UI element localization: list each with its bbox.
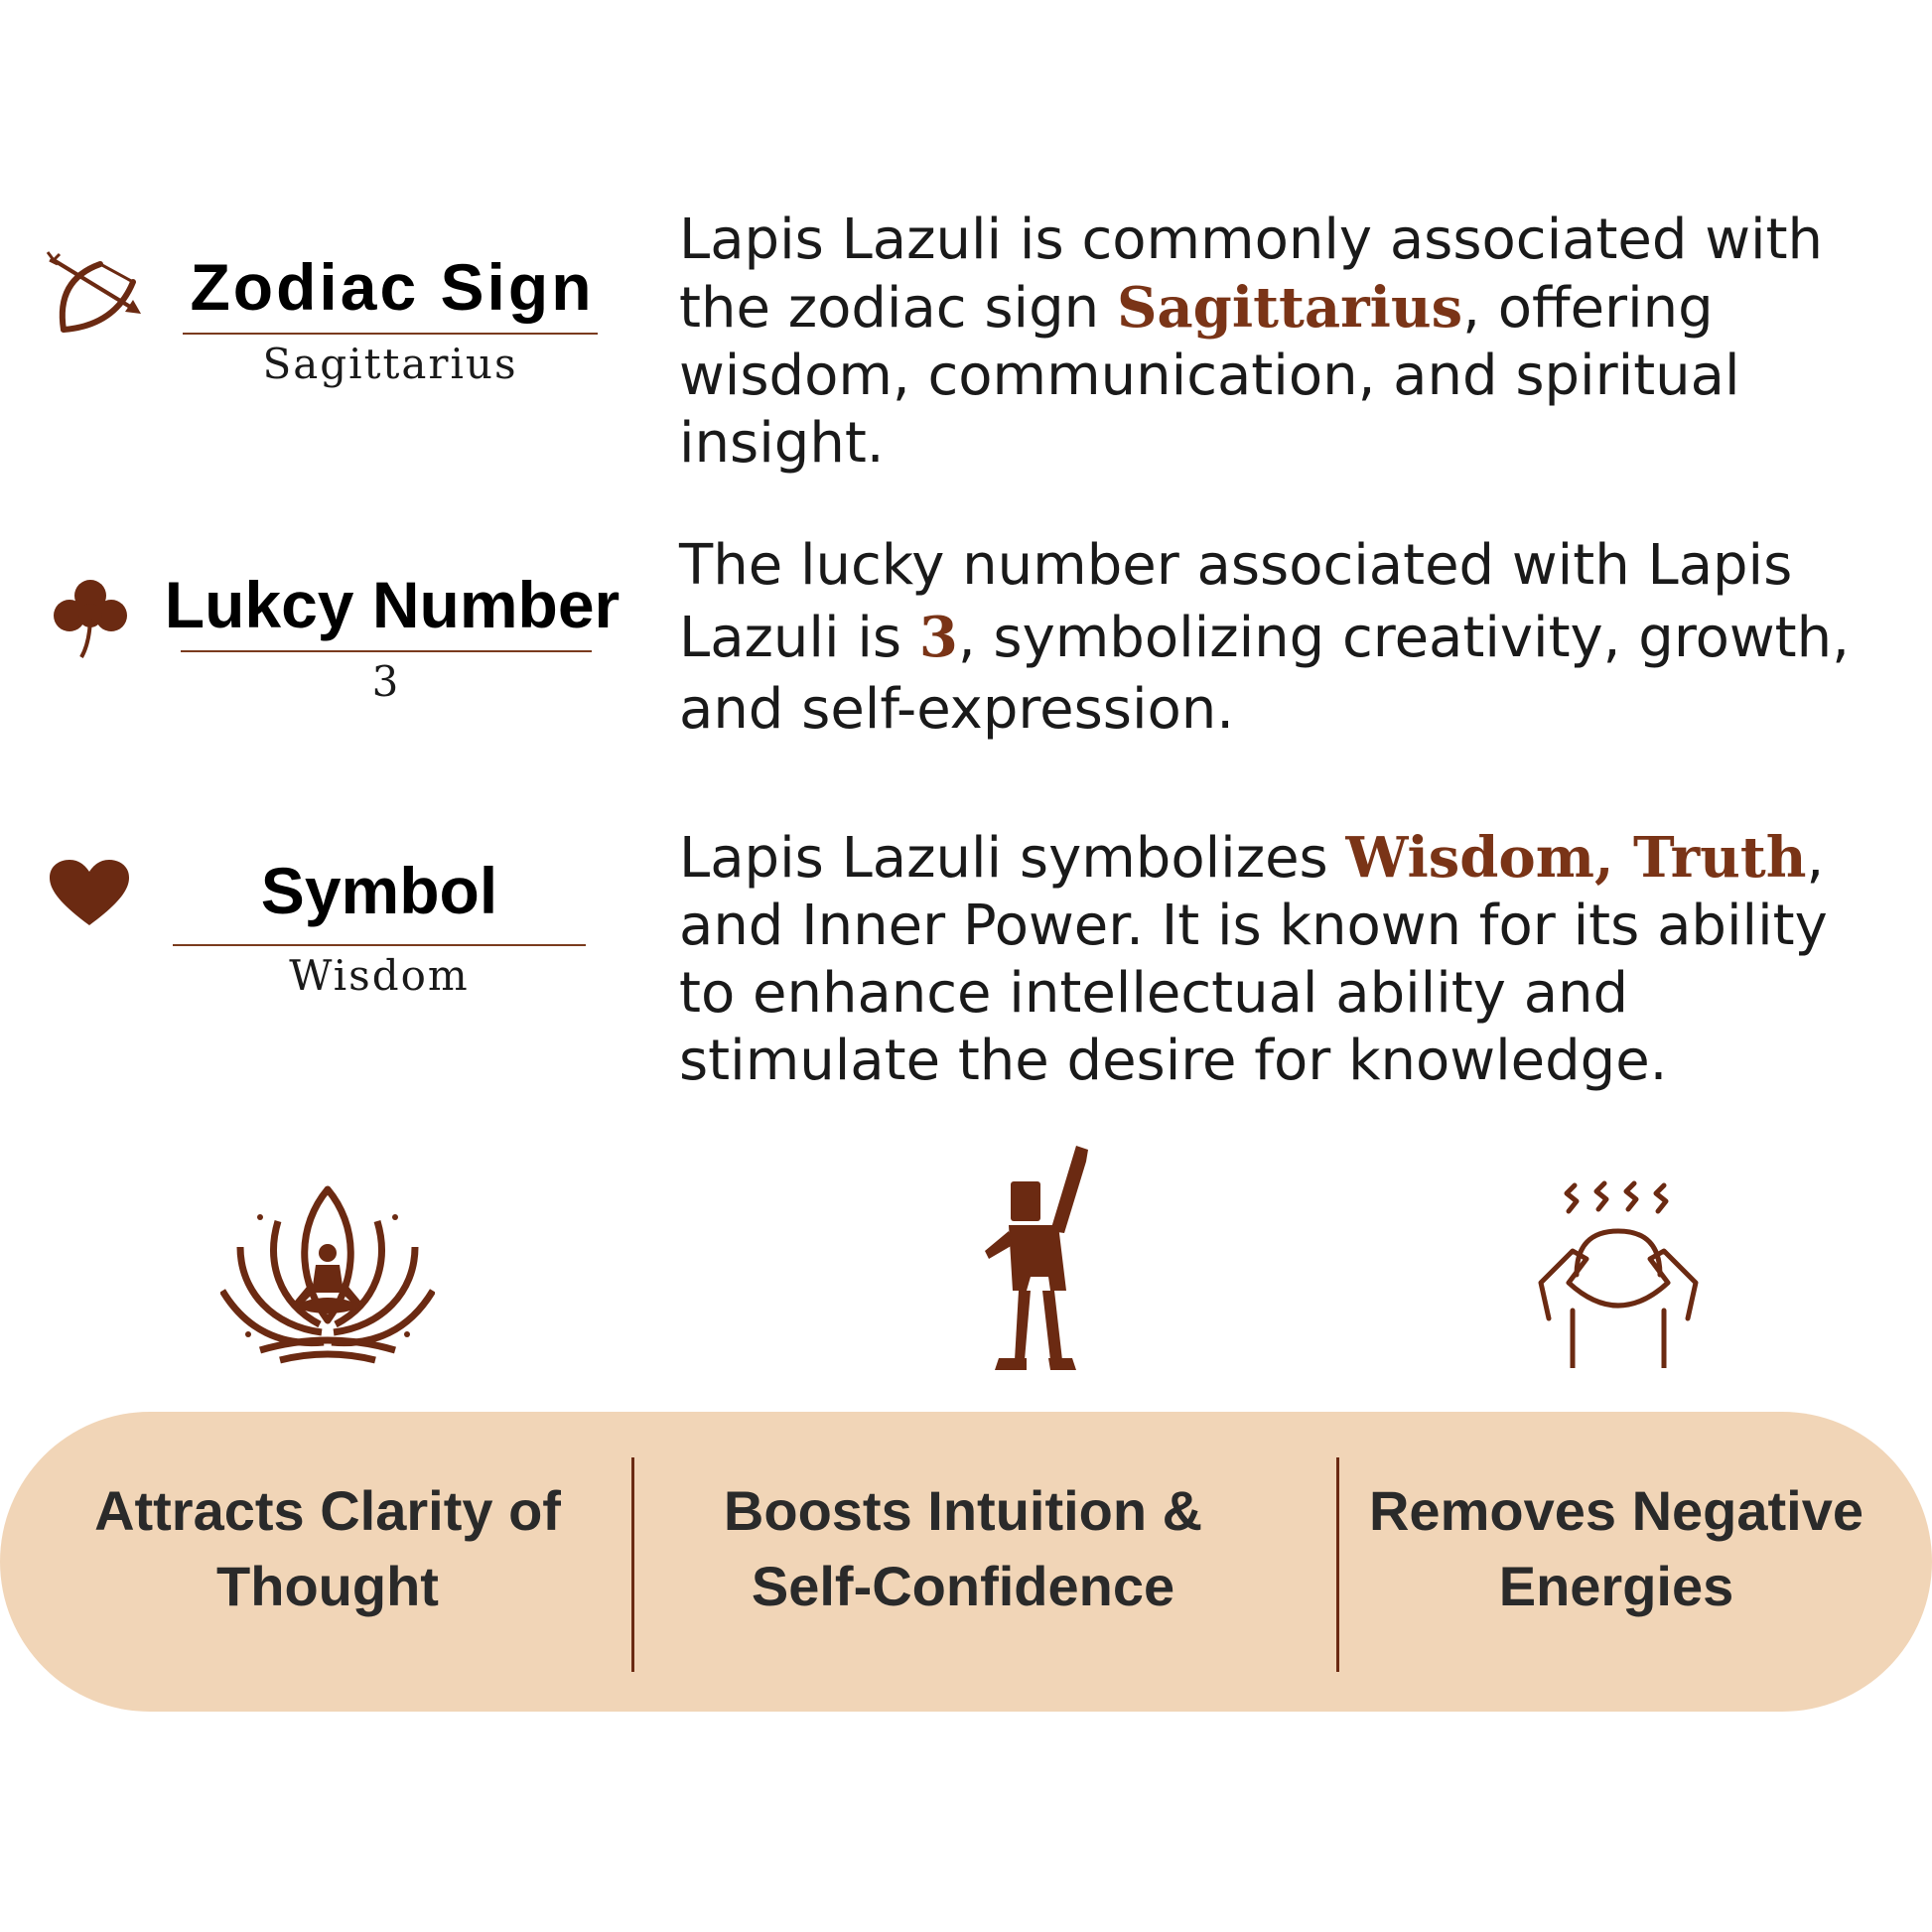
bow-arrow-icon	[46, 250, 145, 340]
lotus-meditation-icon	[220, 1181, 435, 1366]
symbol-desc-text: Lapis Lazuli symbolizes	[679, 826, 1346, 891]
lucky-number-description	[679, 530, 1900, 746]
feature-negative-line1: Removes Negative	[1368, 1479, 1863, 1542]
clover-icon	[48, 574, 133, 659]
symbol-value: Wisdom	[289, 951, 470, 1000]
lucky-highlight: 3	[918, 605, 958, 670]
lucky-number-title: Lukcy Number	[164, 568, 621, 641]
stress-relief-icon	[1529, 1179, 1708, 1368]
heart-icon	[50, 860, 129, 929]
zodiac-desc-rest: , offering wisdom, communication, and spiritual insight.	[679, 276, 1740, 476]
lucky-desc-rest: , symbolizing creativity, growth, and self-expression.	[679, 606, 1850, 742]
zodiac-title: Zodiac Sign	[190, 250, 595, 324]
symbol-highlight: Wisdom, Truth	[1345, 825, 1807, 891]
feature-clarity-line1: Attracts Clarity of	[94, 1479, 561, 1542]
symbol-divider	[173, 944, 586, 946]
confident-person-icon	[969, 1142, 1098, 1376]
feature-intuition	[675, 1473, 1251, 1624]
zodiac-description	[679, 207, 1900, 478]
lucky-number-value: 3	[371, 657, 401, 706]
feature-intuition-line1: Boosts Intuition &	[723, 1479, 1203, 1542]
feature-intuition-line2: Self-Confidence	[751, 1555, 1175, 1617]
symbol-description	[679, 824, 1900, 1095]
feature-negative-energies	[1346, 1473, 1886, 1624]
feature-clarity	[40, 1473, 616, 1624]
zodiac-desc-text: Lapis Lazuli is commonly associated with the zodiac sign	[679, 207, 1824, 341]
zodiac-highlight: Sagittarius	[1116, 275, 1463, 341]
feature-negative-line2: Energies	[1498, 1555, 1734, 1617]
zodiac-value: Sagittarius	[262, 340, 518, 388]
symbol-title: Symbol	[260, 854, 498, 927]
feature-clarity-line2: Thought	[216, 1555, 439, 1617]
banner-divider-1	[631, 1457, 634, 1672]
banner-divider-2	[1336, 1457, 1339, 1672]
lucky-number-divider	[181, 650, 592, 652]
zodiac-divider	[183, 333, 598, 335]
symbol-desc-rest: , and Inner Power. It is known for its ability to enhance intellectual ability and stimulate the desire for knowledge.	[679, 826, 1828, 1093]
lucky-desc-text: The lucky number associated with Lapis Lazuli is	[679, 533, 1793, 670]
